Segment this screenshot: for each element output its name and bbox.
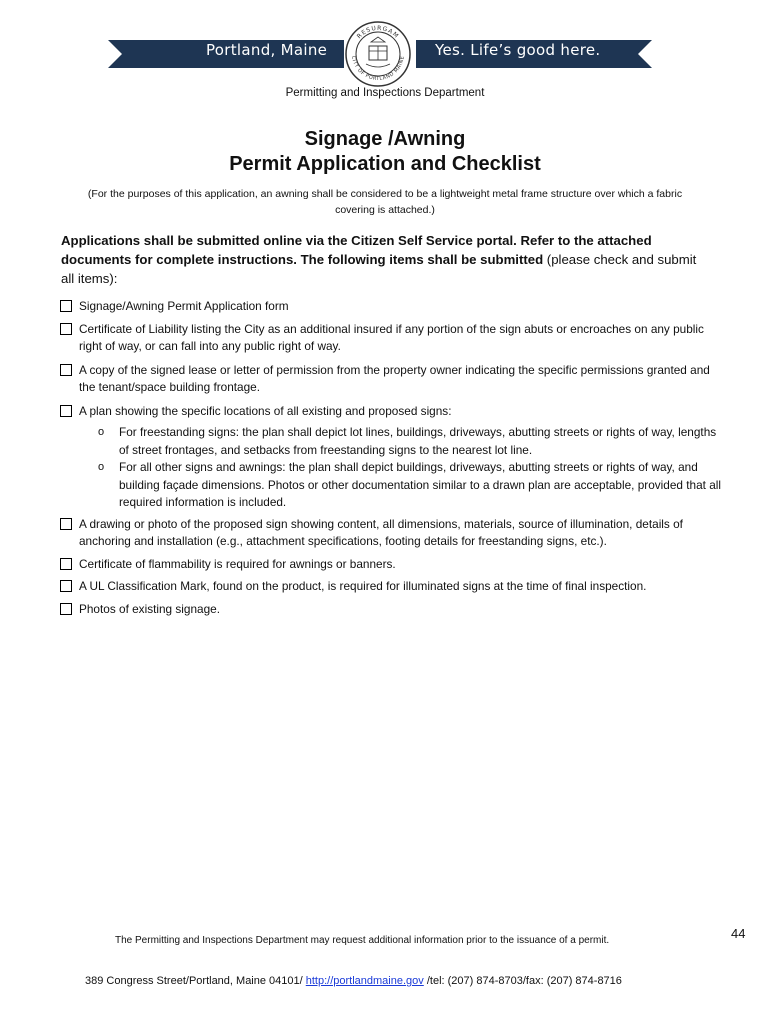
instructions-bold: Applications shall be submitted online via the Citizen Self Service portal. Refer to the attached documents for complete instructions. The following items shall be submitted xyxy=(61,233,652,267)
title-line-2: Permit Application and Checklist xyxy=(229,153,541,175)
seal-motto: RESURGAM xyxy=(355,24,401,41)
sub-item-other-signs xyxy=(58,459,728,512)
checklist-item-liability-certificate xyxy=(58,321,728,356)
bullet-icon: o xyxy=(98,461,105,473)
footer-phone-fax: /tel: (207) 874-8703/fax: (207) 874-8716 xyxy=(423,975,622,987)
awning-definition-note: (For the purposes of this application, an awning shall be considered to be a lightweight metal frame structure over which a fabric covering is attached.) xyxy=(87,188,683,216)
department-name: Permitting and Inspections Department xyxy=(285,87,485,99)
checkbox[interactable] xyxy=(60,323,72,335)
banner-slogan: Yes. Life’s good here. xyxy=(435,41,601,59)
city-seal-icon xyxy=(344,20,412,88)
checkbox[interactable] xyxy=(60,364,72,376)
checklist-item-label: A drawing or photo of the proposed sign showing content, all dimensions, materials, source of illumination, details of anchoring and installation (e.g., attachment specifications, footing details for freestanding signs, etc.). xyxy=(79,516,683,548)
title-line-1: Signage /Awning xyxy=(304,128,466,150)
checklist-item-label: A plan showing the specific locations of all existing and proposed signs: xyxy=(79,403,452,418)
page-number: 44 xyxy=(731,926,746,941)
checklist xyxy=(58,298,728,618)
checkbox[interactable] xyxy=(60,405,72,417)
checklist-item-lease-letter xyxy=(58,362,728,397)
checklist-item-label: A UL Classification Mark, found on the product, is required for illuminated signs at the time of final inspection. xyxy=(79,579,647,593)
checkbox[interactable] xyxy=(60,558,72,570)
checklist-item-label: Signage/Awning Permit Application form xyxy=(79,299,289,313)
seal-city-text: CITY OF PORTLAND MAINE xyxy=(350,55,406,83)
checklist-item-label: Photos of existing signage. xyxy=(79,601,220,616)
sub-item-freestanding-signs xyxy=(58,424,728,459)
checklist-item-label: A copy of the signed lease or letter of permission from the property owner indicating the specific permissions granted and the tenant/space building frontage. xyxy=(79,362,710,394)
banner-city-name: Portland, Maine xyxy=(206,41,328,59)
sub-item-label: For all other signs and awnings: the plan shall depict buildings, driveways, abutting streets or rights of way, and building façade dimensions. Photos or other documentation similar to a drawn plan are acceptable, provided that all required information is included. xyxy=(119,460,721,509)
checklist-item-flammability xyxy=(58,556,728,574)
checkbox[interactable] xyxy=(60,518,72,530)
instructions-normal: (please check and submit all items): xyxy=(61,252,697,286)
checklist-item-application-form xyxy=(58,298,728,316)
checklist-item-site-plan xyxy=(58,403,728,421)
contact-footer xyxy=(85,975,622,987)
checkbox[interactable] xyxy=(60,580,72,592)
additional-info-footnote: The Permitting and Inspections Department may request additional information prior to the issuance of a permit. xyxy=(115,935,610,946)
sub-item-label: For freestanding signs: the plan shall depict lot lines, buildings, driveways, abutting streets or rights of way, lengths of street frontages, and setbacks from freestanding signs to the nearest lot line. xyxy=(119,425,717,457)
checklist-item-sign-drawing xyxy=(58,516,728,551)
page-title xyxy=(0,127,770,177)
checklist-item-existing-photos xyxy=(58,601,728,619)
checkbox[interactable] xyxy=(60,603,72,615)
bullet-icon: o xyxy=(98,426,105,438)
submission-instructions xyxy=(61,231,701,288)
checkbox[interactable] xyxy=(60,300,72,312)
footer-address: 389 Congress Street/Portland, Maine 04101/ xyxy=(85,975,306,987)
checklist-item-label: Certificate of Liability listing the City as an additional insured if any portion of the sign abuts or encroaches on any public right of way, or can fall into any public right of way. xyxy=(79,321,704,353)
checklist-item-label: Certificate of flammability is required for awnings or banners. xyxy=(79,556,396,571)
checklist-item-ul-mark xyxy=(58,578,728,596)
website-link[interactable]: http://portlandmaine.gov xyxy=(305,975,424,987)
